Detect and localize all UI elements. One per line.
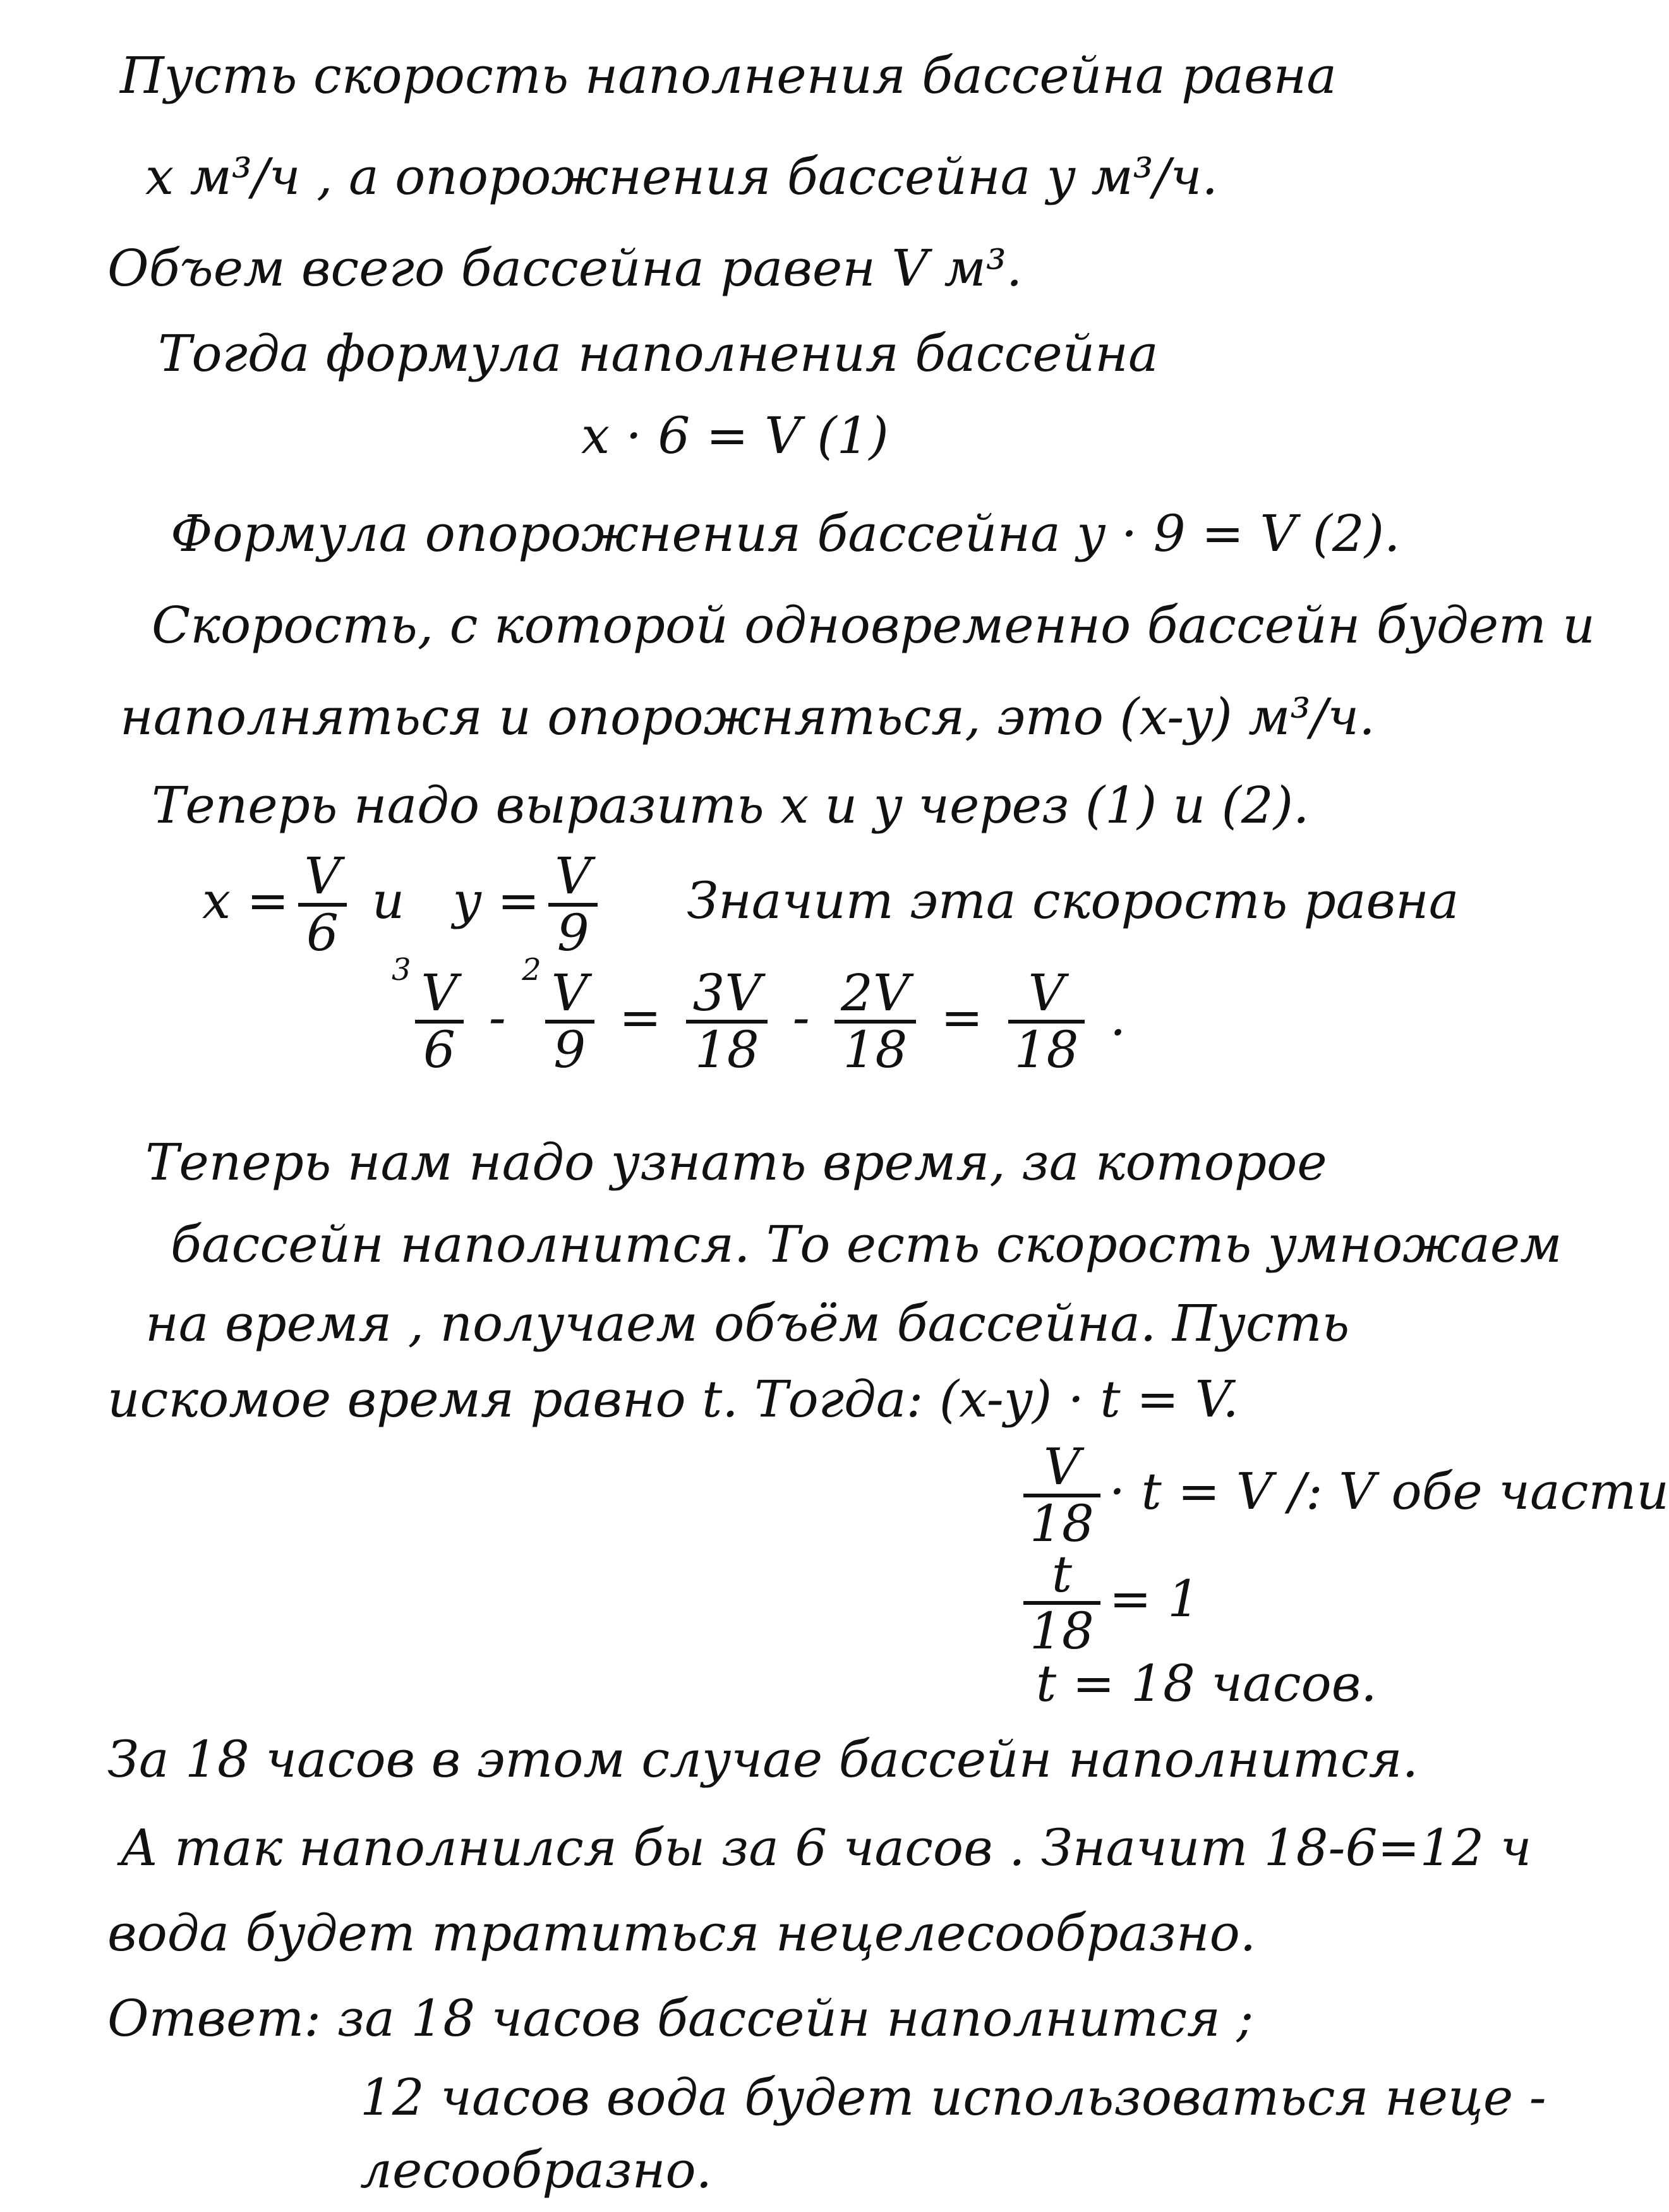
fraction-denominator: 6 <box>423 1020 455 1079</box>
calculation-line <box>392 952 1126 1079</box>
fraction-numerator: 2V <box>834 967 916 1024</box>
fraction-denominator: 18 <box>843 1020 908 1079</box>
and-word: и <box>371 871 405 930</box>
answer-line: Ответ: за 18 часов бассейн наполнится ; <box>107 1989 1254 2048</box>
text-line: Теперь нам надо узнать время, за которое <box>145 1133 1327 1192</box>
fraction <box>686 964 768 1079</box>
text-line: Скорость, с которой одновременно бассейн будет и <box>152 596 1595 655</box>
solve-step-2 <box>1023 1545 1200 1660</box>
x-label: x = <box>202 871 289 930</box>
text-line: на время , получаем объём бассейна. Пусть <box>145 1294 1350 1353</box>
minus-sign: - <box>488 988 506 1047</box>
text-line: А так наполнился бы за 6 часов . Значит 18-6=12 ч <box>120 1818 1532 1877</box>
fraction <box>545 964 594 1079</box>
multiplier-mark: 3 <box>392 952 411 988</box>
text-line: x м³/ч , а опорожнения бассейна y м³/ч. <box>145 147 1218 206</box>
solve-step-text: · t = V /: V обе части <box>1109 1462 1669 1521</box>
fraction <box>1023 1545 1100 1660</box>
text-line: искомое время равно t. Тогда: (x-y) · t = V. <box>107 1370 1239 1429</box>
fraction <box>1008 964 1085 1079</box>
fraction-y <box>548 847 598 962</box>
answer-line: 12 часов вода будет использоваться неце - <box>360 2068 1546 2127</box>
text-line: наполняться и опорожняться, это (x-y) м³/ч. <box>120 687 1375 746</box>
text-line: За 18 часов в этом случае бассейн наполнится. <box>107 1730 1418 1789</box>
fraction-numerator: V <box>298 850 347 907</box>
expressions-text: Значит эта скорость равна <box>687 871 1459 930</box>
fraction-numerator: V <box>415 967 464 1024</box>
fraction-denominator: 9 <box>557 904 589 962</box>
fraction-numerator: V <box>1023 1441 1100 1497</box>
fraction-numerator: V <box>1008 967 1085 1024</box>
text-line: Теперь надо выразить x и y через (1) и (2). <box>152 776 1310 835</box>
fraction <box>415 964 464 1079</box>
fraction-denominator: 9 <box>553 1020 586 1079</box>
period: . <box>1109 988 1126 1047</box>
solve-step-1 <box>1023 1437 1669 1553</box>
equals-sign: = <box>619 988 662 1047</box>
text-line: Объем всего бассейна равен V м³. <box>107 239 1023 298</box>
text-line: Тогда формула наполнения бассейна <box>158 324 1159 383</box>
text-line: Формула опорожнения бассейна y · 9 = V (2). <box>171 504 1401 563</box>
fraction <box>1023 1437 1100 1553</box>
fraction-x <box>298 847 347 962</box>
solve-step-text: = 1 <box>1109 1569 1200 1628</box>
minus-sign: - <box>792 988 810 1047</box>
multiplier-mark: 2 <box>522 952 541 988</box>
fraction-denominator: 18 <box>1014 1020 1079 1079</box>
fraction-numerator: V <box>548 850 598 907</box>
answer-line: лесообразно. <box>360 2141 713 2199</box>
fraction-denominator: 18 <box>1030 1494 1094 1553</box>
solve-step-3: t = 18 часов. <box>1036 1654 1377 1713</box>
y-label: y = <box>452 871 540 930</box>
equation-fill: x · 6 = V (1) <box>581 406 889 465</box>
fraction-denominator: 18 <box>694 1020 759 1079</box>
fraction-numerator: t <box>1023 1548 1100 1605</box>
expressions-line <box>202 847 1459 962</box>
equals-sign: = <box>941 988 984 1047</box>
text-line: бассейн наполнится. То есть скорость умножаем <box>171 1215 1562 1274</box>
fraction-numerator: V <box>545 967 594 1024</box>
text-line: Пусть скорость наполнения бассейна равна <box>120 46 1337 105</box>
fraction-denominator: 18 <box>1030 1602 1094 1660</box>
fraction-denominator: 6 <box>306 904 339 962</box>
fraction <box>834 964 916 1079</box>
text-line: вода будет тратиться нецелесообразно. <box>107 1904 1256 1962</box>
fraction-numerator: 3V <box>686 967 768 1024</box>
